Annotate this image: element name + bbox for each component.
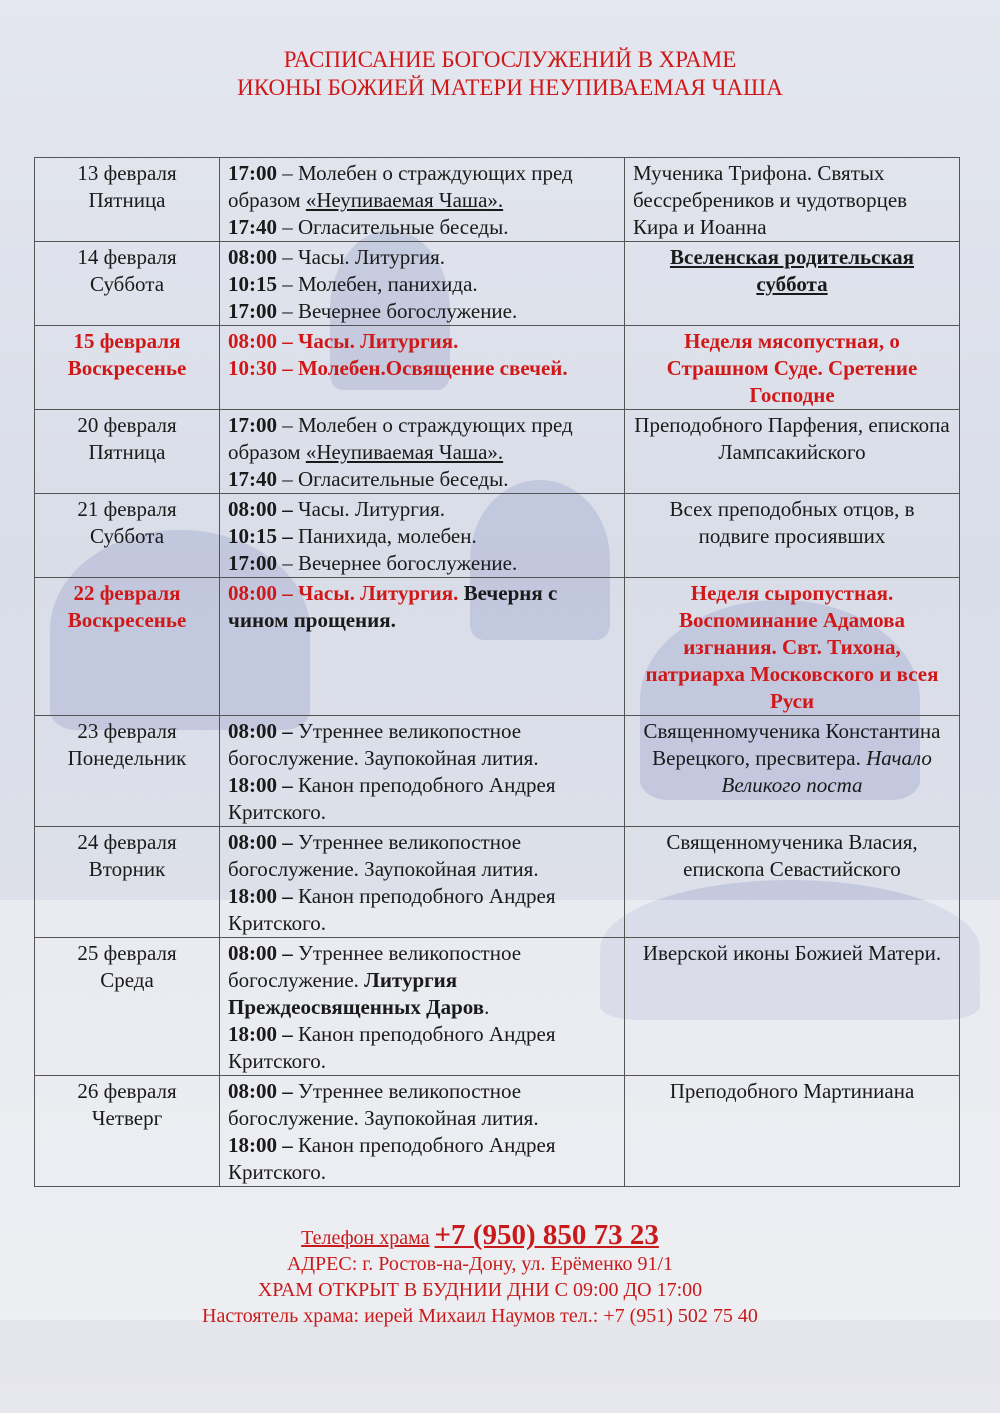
schedule-table <box>34 157 960 1187</box>
text-segment: 08:00 – <box>228 719 293 743</box>
service-line <box>228 1078 616 1132</box>
service-date: 24 февраля <box>77 830 177 854</box>
service-date: 26 февраля <box>77 1079 177 1103</box>
text-segment: Литургия Преждеосвященных Даров <box>228 968 485 1019</box>
service-date: 22 февраля <box>73 581 181 605</box>
services-cell <box>220 326 625 410</box>
service-date: 14 февраля <box>77 245 177 269</box>
service-date: 23 февраля <box>77 719 177 743</box>
text-segment: Иверской иконы Божией Матери. <box>642 941 942 965</box>
text-segment: Неделя сыропустная. Воспоминание Адамова изгнания. Свт. Тихона, патриарха Московского и всея Руси <box>645 581 939 713</box>
weekday: Воскресенье <box>67 608 187 632</box>
text-segment: 10:30 – Молебен.Освящение свечей. <box>228 356 568 380</box>
text-segment: 17:00 <box>228 299 277 323</box>
text-segment: Начало Великого поста <box>721 746 932 797</box>
text-segment: 08:00 – <box>228 830 293 854</box>
service-line <box>228 412 616 466</box>
service-line <box>228 940 616 1021</box>
text-segment: – Часы. Литургия. <box>277 245 446 269</box>
date-cell <box>35 158 220 242</box>
text-segment: Утреннее великопостное богослужение. <box>228 941 522 992</box>
text-segment: 08:00 – <box>228 941 293 965</box>
text-segment: Преподобного Мартиниана <box>669 1079 915 1103</box>
feast-cell <box>625 410 960 494</box>
service-line <box>228 580 616 634</box>
weekday: Воскресенье <box>67 356 187 380</box>
service-line <box>228 298 616 325</box>
date-cell <box>35 494 220 578</box>
phone-line <box>0 1219 960 1251</box>
service-line <box>228 244 616 271</box>
weekday: Среда <box>100 968 154 992</box>
text-segment: Вселенская родительская суббота <box>669 245 915 296</box>
service-line <box>228 328 616 355</box>
date-cell <box>35 938 220 1076</box>
services-cell <box>220 938 625 1076</box>
date-cell <box>35 326 220 410</box>
feast-cell <box>625 578 960 716</box>
text-segment: 18:00 – <box>228 773 293 797</box>
weekday: Четверг <box>91 1106 163 1130</box>
date-cell <box>35 716 220 827</box>
service-date: 21 февраля <box>77 497 177 521</box>
feast-cell <box>625 242 960 326</box>
service-line <box>228 883 616 937</box>
text-segment: 17:40 <box>228 467 277 491</box>
text-segment: «Неупиваемая Чаша». <box>305 188 504 212</box>
schedule-row <box>35 410 960 494</box>
schedule-row <box>35 938 960 1076</box>
text-segment: Утреннее великопостное богослужение. Заупокойная лития. <box>228 1079 539 1130</box>
feast-cell <box>625 1076 960 1187</box>
schedule-row <box>35 1076 960 1187</box>
text-segment: . <box>484 995 490 1019</box>
rector-contact: Настоятель храма: иерей Михаил Наумов тел.: +7 (951) 502 75 40 <box>202 1305 758 1327</box>
text-segment: 08:00 – <box>228 497 293 521</box>
text-segment: Канон преподобного Андрея Критского. <box>228 1022 556 1073</box>
feast-cell <box>625 716 960 827</box>
text-segment: Всех преподобных отцов, в подвиге просиявших <box>669 497 915 548</box>
feast-cell <box>625 158 960 242</box>
text-segment: Вечерня с чином прощения. <box>228 581 558 632</box>
address: АДРЕС: г. Ростов-на-Дону, ул. Ерёменко 91/1 <box>286 1253 674 1275</box>
text-segment: 17:40 <box>228 215 277 239</box>
service-date: 15 февраля <box>73 329 181 353</box>
feast-cell <box>625 938 960 1076</box>
feast-cell <box>625 494 960 578</box>
text-segment: Часы. Литургия. <box>292 497 446 521</box>
services-cell <box>220 716 625 827</box>
title-line-1: РАСПИСАНИЕ БОГОСЛУЖЕНИЙ В ХРАМЕ <box>283 47 737 72</box>
text-segment: Утреннее великопостное богослужение. Заупокойная лития. <box>228 830 539 881</box>
feast-cell <box>625 827 960 938</box>
text-segment: «Неупиваемая Чаша». <box>305 440 504 464</box>
text-segment: Неделя мясопустная, о Страшном Суде. Сретение Господне <box>666 329 918 407</box>
weekday: Суббота <box>89 524 165 548</box>
service-line <box>228 1021 616 1075</box>
text-segment: 17:00 <box>228 551 277 575</box>
service-date: 13 февраля <box>77 161 177 185</box>
services-cell <box>220 827 625 938</box>
text-segment: – Вечернее богослужение. <box>277 299 518 323</box>
weekday: Пятница <box>88 188 166 212</box>
text-segment: – Молебен, панихида. <box>277 272 478 296</box>
footer <box>0 1219 960 1329</box>
service-line <box>228 772 616 826</box>
services-cell <box>220 494 625 578</box>
title-line-2: ИКОНЫ БОЖИЕЙ МАТЕРИ НЕУПИВАЕМАЯ ЧАША <box>237 75 783 100</box>
services-cell <box>220 1076 625 1187</box>
service-line <box>228 214 616 241</box>
weekday: Пятница <box>88 440 166 464</box>
text-segment: Канон преподобного Андрея Критского. <box>228 773 556 824</box>
text-segment: Священномученика Константина Верецкого, пресвитера. <box>643 719 941 770</box>
services-cell <box>220 578 625 716</box>
services-cell <box>220 242 625 326</box>
text-segment: 17:00 <box>228 161 277 185</box>
feast-cell <box>625 326 960 410</box>
date-cell <box>35 578 220 716</box>
text-segment: 08:00 – Часы. Литургия. <box>228 581 459 605</box>
text-segment: 18:00 – <box>228 1022 293 1046</box>
weekday: Вторник <box>88 857 166 881</box>
date-cell <box>35 242 220 326</box>
text-segment: 10:15 <box>228 272 277 296</box>
schedule-row <box>35 827 960 938</box>
text-segment: – Вечернее богослужение. <box>277 551 518 575</box>
text-segment: – Молебен о страждующих пред образом <box>228 413 573 464</box>
text-segment: 10:15 – <box>228 524 293 548</box>
service-line <box>228 550 616 577</box>
service-date: 20 февраля <box>77 413 177 437</box>
schedule-row <box>35 158 960 242</box>
phone-number[interactable]: +7 (950) 850 73 23 <box>434 1219 659 1251</box>
date-cell <box>35 1076 220 1187</box>
text-segment: 18:00 – <box>228 884 293 908</box>
service-line <box>228 829 616 883</box>
weekday: Суббота <box>89 272 165 296</box>
service-line <box>228 271 616 298</box>
text-segment: Панихида, молебен. <box>292 524 477 548</box>
service-date: 25 февраля <box>77 941 177 965</box>
service-line <box>228 160 616 214</box>
weekday: Понедельник <box>67 746 187 770</box>
text-segment: – Молебен о страждующих пред образом <box>228 161 573 212</box>
date-cell <box>35 827 220 938</box>
text-segment: 08:00 – Часы. Литургия. <box>228 329 459 353</box>
schedule-row <box>35 716 960 827</box>
text-segment: Преподобного Парфения, епископа Лампсакийского <box>634 413 950 464</box>
text-segment: Канон преподобного Андрея Критского. <box>228 884 556 935</box>
text-segment: Священномученика Власия, епископа Севастийского <box>666 830 918 881</box>
text-segment: 18:00 – <box>228 1133 293 1157</box>
service-line <box>228 523 616 550</box>
text-segment: 08:00 <box>228 245 277 269</box>
services-cell <box>220 158 625 242</box>
opening-hours: ХРАМ ОТКРЫТ В БУДНИИ ДНИ С 09:00 ДО 17:00 <box>257 1279 703 1301</box>
text-segment: – Огласительные беседы. <box>277 467 509 491</box>
text-segment: 08:00 – <box>228 1079 293 1103</box>
text-segment: Канон преподобного Андрея Критского. <box>228 1133 556 1184</box>
service-line <box>228 496 616 523</box>
schedule-row <box>35 326 960 410</box>
service-line <box>228 718 616 772</box>
text-segment: Мученика Трифона. Святых бессребреников и чудотворцев Кира и Иоанна <box>633 161 908 239</box>
service-line <box>228 1132 616 1186</box>
text-segment: Утреннее великопостное богослужение. Заупокойная лития. <box>228 719 539 770</box>
phone-label: Телефон храма <box>301 1227 430 1249</box>
schedule-row <box>35 578 960 716</box>
schedule-row <box>35 494 960 578</box>
page-title <box>0 46 1000 102</box>
text-segment: – Огласительные беседы. <box>277 215 509 239</box>
service-line <box>228 466 616 493</box>
services-cell <box>220 410 625 494</box>
text-segment: 17:00 <box>228 413 277 437</box>
date-cell <box>35 410 220 494</box>
schedule-row <box>35 242 960 326</box>
service-line <box>228 355 616 382</box>
